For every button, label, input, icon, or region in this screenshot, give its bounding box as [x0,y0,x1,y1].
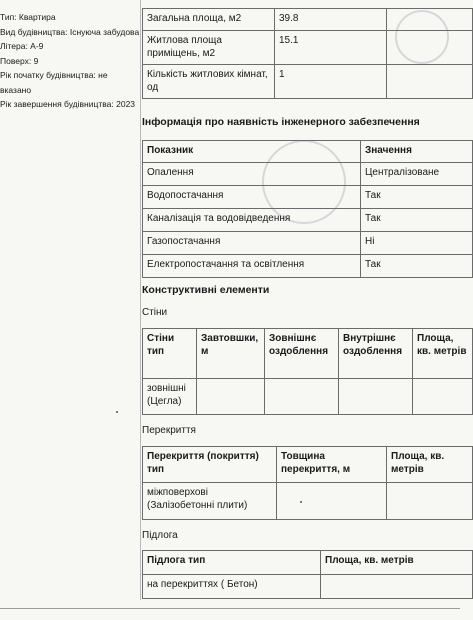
info-letter: Літера: А-9 [0,41,44,51]
table-row [143,255,473,278]
info-floor: Поверх: 9 [0,55,39,66]
wall-exterior [265,379,339,415]
indicator-label: Водопостачання [143,186,361,209]
indicator-value: Так [361,209,473,232]
indicator-label: Каналізація та водовідведення [143,209,361,232]
table-row [143,65,473,99]
ceiling-area [387,483,473,520]
property-info-column [0,10,140,112]
info-start-year: Рік початку будівництва: не [0,70,108,80]
area-label: Кількість житлових кімнат, од [143,65,275,99]
area-value: 15.1 [275,31,387,65]
table-row [143,186,473,209]
scan-speck [300,501,302,503]
area-label: Житлова площа приміщень, м2 [143,31,275,65]
wall-thickness [197,379,265,415]
ceilings-table [142,446,473,520]
indicator-value: Так [361,186,473,209]
floors-table [142,550,473,599]
structural-title: Конструктивні елементи [142,284,270,296]
area-value: 39.8 [275,9,387,31]
column-header: Підлога тип [143,551,321,575]
indicator-value: Ні [361,232,473,255]
floor-area [321,575,473,599]
ceiling-type: міжповерхові (Залізобетонні плити) [143,483,277,520]
walls-table [142,328,473,415]
table-header-row [143,329,473,379]
column-header: Перекриття (покриття) тип [143,447,277,483]
wall-area [413,379,473,415]
ceilings-subtitle: Перекриття [142,425,196,436]
column-header: Стіни тип [143,329,197,379]
engineering-table [142,140,473,278]
walls-subtitle: Стіни [142,307,168,318]
column-header: Товщина перекриття, м [277,447,387,483]
page-bottom-rule [0,608,460,609]
floor-type: на перекриттях ( Бетон) [143,575,321,599]
engineering-title: Інформація про наявність інженерного забезпечення [142,116,420,128]
area-label: Загальна площа, м2 [143,9,275,31]
column-header: Значення [361,141,473,163]
area-table [142,8,473,99]
table-header-row [143,447,473,483]
column-header: Площа, кв. метрів [387,447,473,483]
wall-type: зовнішні (Цегла) [143,379,197,415]
table-row [143,232,473,255]
indicator-label: Газопостачання [143,232,361,255]
floors-subtitle: Підлога [142,530,178,541]
table-row [143,209,473,232]
column-header: Завтовшки, м [197,329,265,379]
info-start-year-cont: вказано [0,84,32,95]
column-header: Площа, кв. метрів [413,329,473,379]
table-row [143,379,473,415]
info-construction-kind: Вид будівництва: Існуюча забудова [0,26,140,37]
indicator-label: Електропостачання та освітлення [143,255,361,278]
column-divider [140,0,141,600]
table-row [143,163,473,186]
column-header: Внутрішнє оздоблення [339,329,413,379]
table-row [143,31,473,65]
table-row [143,9,473,31]
indicator-label: Опалення [143,163,361,186]
table-header-row [143,141,473,163]
indicator-value: Так [361,255,473,278]
column-header: Площа, кв. метрів [321,551,473,575]
wall-interior [339,379,413,415]
info-end-year: Рік завершення будівництва: 2023 [0,99,136,109]
info-type: Тип: Квартира [0,12,56,22]
table-row [143,483,473,520]
indicator-value: Централізоване [361,163,473,186]
column-header: Показник [143,141,361,163]
ceiling-thickness [277,483,387,520]
column-header: Зовнішнє оздоблення [265,329,339,379]
area-value: 1 [275,65,387,99]
scan-speck [116,411,118,413]
table-header-row [143,551,473,575]
table-row [143,575,473,599]
